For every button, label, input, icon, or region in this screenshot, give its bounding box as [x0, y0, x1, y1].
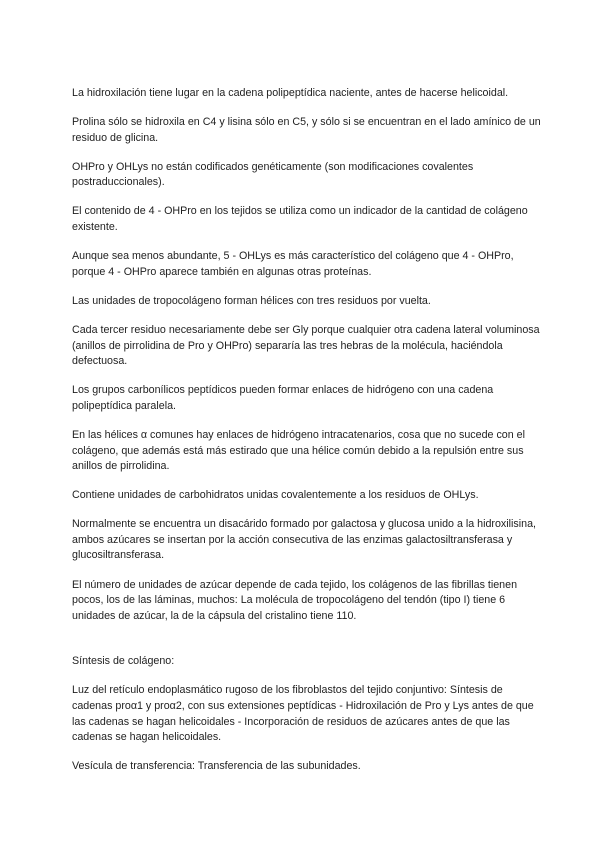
paragraph-4-ohpro-indicator: El contenido de 4 - OHPro en los tejidos se utiliza como un indicador de la cantidad de colágeno existente. — [72, 205, 528, 234]
paragraph-synthesis-er: Luz del retículo endoplasmático rugoso de los fibroblastos del tejido conjuntivo: Síntesis de cadenas proα1 y proα2, con sus extensiones peptídicas - Hidroxilación de Pro y Lys antes de que las cadenas se hagan helicoidales - Incorporación de residuos de azúcares antes de que las cadenas se hagan helicoidales. — [72, 684, 534, 744]
paragraph-synthesis-vesicle: Vesícula de transferencia: Transferencia de las subunidades. — [72, 760, 361, 773]
paragraph-tropocollagen-helices: Las unidades de tropocolágeno forman hélices con tres residuos por vuelta. — [72, 294, 431, 307]
paragraph-alpha-helices: En las hélices α comunes hay enlaces de hidrógeno intracatenarios, cosa que no sucede con el colágeno, que además está más estirado que una hélice común debido a la repulsión entre sus anillos de pirrolidina. — [72, 428, 525, 473]
paragraph-glycine: Cada tercer residuo necesariamente debe ser Gly porque cualquier otra cadena lateral voluminosa (anillos de pirrolidina de Pro y OHPro) separaría las tres hebras de la molécula, haciéndola defectuosa. — [72, 323, 540, 368]
document-body — [72, 86, 542, 788]
paragraph-sugar-units: El número de unidades de azúcar depende de cada tejido, los colágenos de las fibrillas tienen pocos, los de las láminas, muchos: La molécula de tropocolágeno del tendón (tipo I) tiene 6 unidades de azúcar, la de la cápsula del cristalino tiene 110. — [72, 578, 518, 622]
paragraph-5-ohlys: Aunque sea menos abundante, 5 - OHLys es más característico del colágeno que 4 - OHPro, porque 4 - OHPro aparece también en algunas otras proteínas. — [72, 250, 514, 278]
paragraph-disaccharide: Normalmente se encuentra un disacárido formado por galactosa y glucosa unido a la hidroxilisina, ambos azúcares se insertan por la acción consecutiva de las enzimas galactosiltransferasa y glucosiltransferasa. — [72, 518, 536, 562]
paragraph-ohpro-ohlys: OHPro y OHLys no están codificados genéticamente (son modificaciones covalentes postraduccionales). — [72, 160, 474, 189]
paragraph-hydroxylation: La hidroxilación tiene lugar en la cadena polipeptídica naciente, antes de hacerse helicoidal. — [72, 87, 509, 99]
paragraph-carbonyl-groups: Los grupos carbonílicos peptídicos pueden formar enlaces de hidrógeno con una cadena polipeptídica paralela. — [72, 384, 494, 412]
section-heading-synthesis: Síntesis de colágeno: — [72, 655, 175, 668]
paragraph-carbohydrates: Contiene unidades de carbohidratos unidas covalentemente a los residuos de OHLys. — [72, 489, 479, 502]
paragraph-proline-lysine: Prolina sólo se hidroxila en C4 y lisina sólo en C5, y sólo si se encuentran en el lado amínico de un residuo de glicina. — [72, 116, 541, 144]
